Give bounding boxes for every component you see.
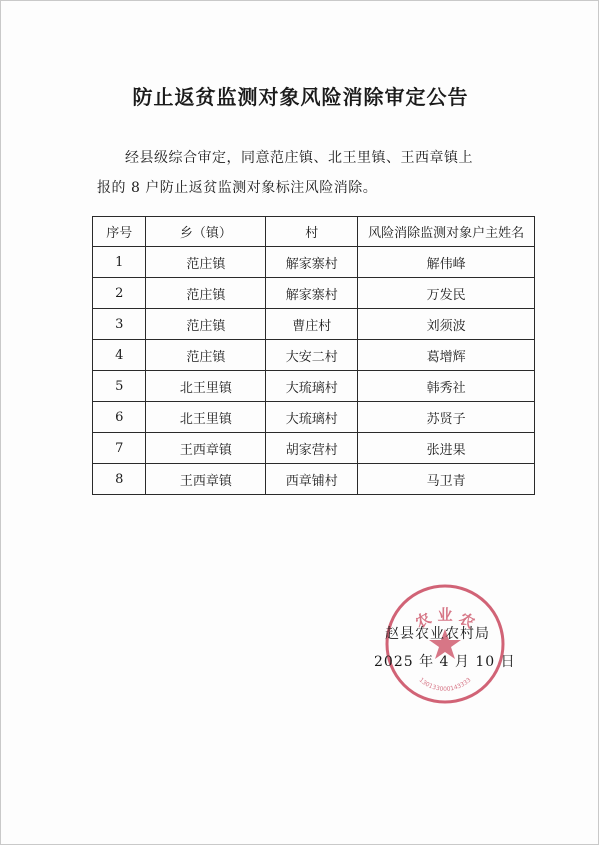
issue-date: 2025 年 4 月 10 日	[374, 654, 516, 670]
cell-household-head: 万发民	[358, 278, 535, 309]
svg-text:130133000143333	[418, 677, 473, 693]
cell-household-head: 苏贤子	[358, 402, 535, 433]
cell-township: 范庄镇	[146, 278, 266, 309]
cell-household-head: 韩秀社	[358, 371, 535, 402]
cell-village: 解家寨村	[266, 247, 358, 278]
cell-serial-number: 8	[93, 464, 146, 495]
announcement-paragraph	[97, 143, 517, 203]
cell-serial-number: 7	[93, 433, 146, 464]
cell-village: 大琉璃村	[266, 402, 358, 433]
cell-village: 大琉璃村	[266, 371, 358, 402]
table-row	[93, 464, 535, 495]
seal-number: 130133000143333	[417, 676, 473, 693]
cell-township: 范庄镇	[146, 247, 266, 278]
cell-township: 范庄镇	[146, 340, 266, 371]
cell-village: 胡家营村	[266, 433, 358, 464]
cell-serial-number: 6	[93, 402, 146, 433]
official-seal-icon	[382, 581, 508, 707]
cell-household-head: 张进果	[358, 433, 535, 464]
document-title: 防止返贫监测对象风险消除审定公告	[132, 85, 469, 109]
cell-household-head: 刘须波	[358, 309, 535, 340]
cell-serial-number: 1	[93, 247, 146, 278]
cell-township: 范庄镇	[146, 309, 266, 340]
cell-serial-number: 4	[93, 340, 146, 371]
table-header-row	[93, 217, 535, 247]
paragraph-line-1: 经县级综合审定，同意范庄镇、北王里镇、王西章镇上	[125, 150, 473, 166]
cell-township: 北王里镇	[146, 402, 266, 433]
cell-serial-number: 5	[93, 371, 146, 402]
table-row	[93, 340, 535, 371]
cell-township: 北王里镇	[146, 371, 266, 402]
paragraph-line-2: 报的 8 户防止返贫监测对象标注风险消除。	[97, 180, 378, 196]
cell-household-head: 葛增辉	[358, 340, 535, 371]
household-table	[92, 216, 535, 495]
table-row	[93, 402, 535, 433]
cell-serial-number: 2	[93, 278, 146, 309]
table-row	[93, 247, 535, 278]
header-household-head: 风险消除监测对象户主姓名	[358, 217, 535, 247]
cell-village: 曹庄村	[266, 309, 358, 340]
header-village: 村	[266, 217, 358, 247]
table-row	[93, 309, 535, 340]
cell-household-head: 马卫青	[358, 464, 535, 495]
seal-top-text: 农 业 农	[412, 605, 478, 633]
cell-serial-number: 3	[93, 309, 146, 340]
cell-village: 西章铺村	[266, 464, 358, 495]
table-row	[93, 278, 535, 309]
table-row	[93, 433, 535, 464]
issuing-organization: 赵县农业农村局	[385, 626, 490, 642]
header-serial-number: 序号	[93, 217, 146, 247]
cell-village: 大安二村	[266, 340, 358, 371]
cell-household-head: 解伟峰	[358, 247, 535, 278]
cell-village: 解家寨村	[266, 278, 358, 309]
cell-township: 王西章镇	[146, 433, 266, 464]
table-row	[93, 371, 535, 402]
cell-township: 王西章镇	[146, 464, 266, 495]
header-township: 乡（镇）	[146, 217, 266, 247]
